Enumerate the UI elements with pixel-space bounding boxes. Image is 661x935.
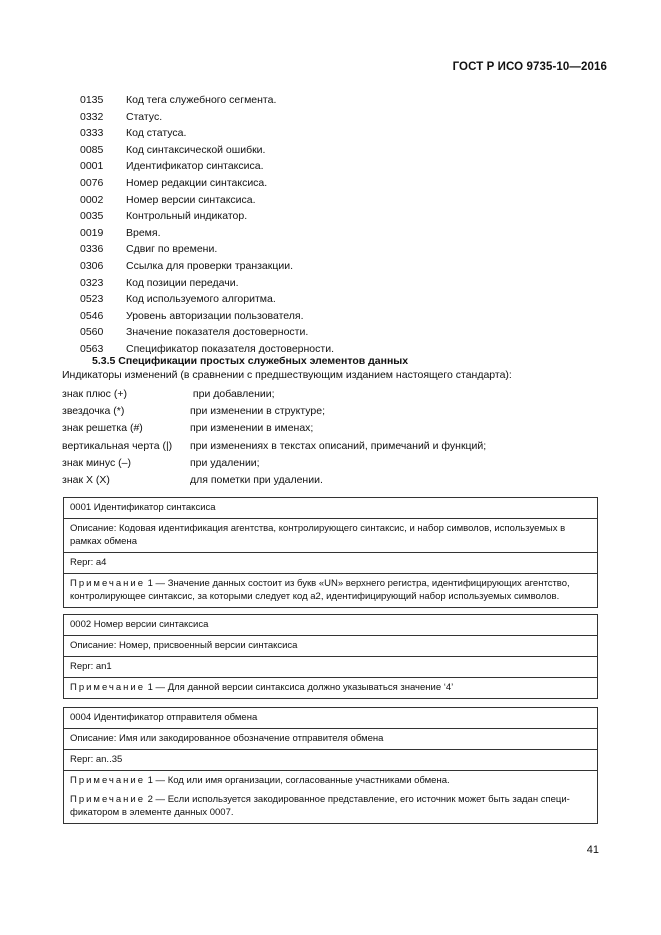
list-item [80, 241, 334, 258]
code-text: Код тега служебного сегмента. [126, 94, 277, 106]
code-number: 0523 [80, 293, 104, 306]
code-text: Значение показателя достоверности. [126, 326, 309, 339]
code-list [80, 92, 334, 358]
indicator-meaning: при удалении; [190, 456, 260, 469]
code-text: Уровень авторизации пользователя. [126, 309, 304, 322]
code-number: 0332 [80, 110, 104, 123]
page-number: 41 [586, 844, 599, 856]
code-text: Ссылка для проверки транзакции. [126, 259, 294, 272]
code-text: Код синтаксической ошибки. [126, 143, 266, 156]
note-label: Примечание [70, 794, 145, 805]
data-element-spec-0001 [63, 497, 598, 608]
indicator-symbol: знак решетка (#) [62, 422, 143, 435]
spec-description: Описание: Имя или закодированное обозначение отправителя обмена [64, 728, 597, 749]
code-number: 0001 [80, 160, 104, 173]
code-number: 0336 [80, 243, 104, 256]
spec-notes [64, 770, 597, 823]
indicator-symbol: знак плюс (+) [62, 388, 127, 400]
indicator-symbol: вертикальная черта (|) [62, 439, 173, 452]
list-item [62, 386, 486, 403]
list-item [62, 472, 486, 489]
list-item [62, 455, 486, 472]
indicator-symbol: звездочка (*) [62, 405, 125, 418]
code-text: Сдвиг по времени. [126, 243, 218, 256]
code-text: Номер редакции синтаксиса. [126, 176, 268, 189]
indicator-meaning: при изменении в именах; [190, 422, 314, 435]
code-number: 0076 [80, 176, 104, 189]
code-number: 0002 [80, 193, 104, 206]
code-text: Спецификатор показателя достоверности. [126, 342, 334, 355]
document-header: ГОСТ Р ИСО 9735-10—2016 [452, 61, 607, 73]
list-item [80, 125, 334, 142]
code-number: 0085 [80, 143, 104, 156]
spec-description: Описание: Кодовая идентификация агентства, контролирующего синтаксис, и набор символов, используемых в рамках обмена [64, 518, 597, 552]
code-number: 0306 [80, 259, 104, 272]
note-text: 1 — Для данной версии синтаксиса должно указываться значение ‘4’ [145, 682, 454, 693]
list-item [80, 324, 334, 341]
code-number: 0135 [80, 94, 104, 106]
list-item [80, 192, 334, 209]
indicator-symbol: знак X (X) [62, 473, 110, 486]
list-item [80, 225, 334, 242]
code-number: 0019 [80, 226, 104, 239]
spec-title: 0004 Идентификатор отправителя обмена [70, 712, 258, 723]
code-number: 0546 [80, 309, 104, 322]
list-item [80, 308, 334, 325]
list-item [62, 420, 486, 437]
note-text: 1 — Значение данных состоит из букв «UN» верхнего регистра, идентифицирующих агентство, контролирующее синтаксис, за которыми следует код a2, идентифицирующий набор используемых символов. [70, 578, 570, 602]
list-item [62, 403, 486, 420]
code-number: 0560 [80, 326, 104, 339]
code-number: 0333 [80, 127, 104, 140]
code-number: 0323 [80, 276, 104, 289]
section-title: 5.3.5 Спецификации простых служебных элементов данных [92, 355, 409, 367]
note-label: Примечание [70, 682, 145, 693]
indicators-intro: Индикаторы изменений (в сравнении с предшествующим изданием настоящего стандарта): [62, 369, 512, 381]
code-number: 0563 [80, 342, 104, 355]
list-item [80, 291, 334, 308]
indicator-list [62, 386, 486, 489]
code-text: Код статуса. [126, 127, 187, 140]
spec-repr: Repr: an..35 [64, 749, 597, 770]
code-text: Статус. [126, 110, 163, 123]
spec-repr: Repr: an1 [64, 656, 597, 677]
indicator-meaning: при добавлении; [190, 388, 275, 400]
spec-note [70, 774, 591, 787]
code-text: Код используемого алгоритма. [126, 293, 276, 306]
code-number: 0035 [80, 210, 104, 223]
code-text: Идентификатор синтаксиса. [126, 160, 264, 173]
list-item [80, 208, 334, 225]
spec-note [70, 793, 591, 819]
list-item [80, 142, 334, 159]
list-item [80, 275, 334, 292]
indicator-meaning: при изменениях в текстах описаний, примечаний и функций; [190, 439, 487, 452]
list-item [80, 158, 334, 175]
list-item [62, 438, 486, 455]
code-text: Время. [126, 226, 161, 239]
spec-title: 0001 Идентификатор синтаксиса [70, 502, 216, 513]
data-element-spec-0002 [63, 614, 598, 699]
spec-description: Описание: Номер, присвоенный версии синтаксиса [64, 635, 597, 656]
note-label: Примечание [70, 578, 145, 589]
spec-title: 0002 Номер версии синтаксиса [70, 619, 209, 630]
indicator-meaning: для пометки при удалении. [190, 473, 323, 486]
indicator-meaning: при изменении в структуре; [190, 405, 326, 418]
data-element-spec-0004 [63, 707, 598, 824]
note-text: 1 — Код или имя организации, согласованные участниками обмена. [145, 775, 450, 786]
spec-note [64, 677, 597, 698]
list-item [80, 175, 334, 192]
code-text: Код позиции передачи. [126, 276, 239, 289]
spec-note [64, 573, 597, 607]
spec-repr: Repr: a4 [64, 552, 597, 573]
list-item [80, 92, 334, 109]
list-item [80, 109, 334, 126]
code-text: Контрольный индикатор. [126, 210, 248, 223]
note-text: 2 — Если используется закодированное представление, его источник может быть задан специ-фикатором в элементе данных 0007. [70, 794, 570, 818]
code-text: Номер версии синтаксиса. [126, 193, 256, 206]
list-item [80, 258, 334, 275]
note-label: Примечание [70, 775, 145, 786]
indicator-symbol: знак минус (–) [62, 456, 131, 469]
